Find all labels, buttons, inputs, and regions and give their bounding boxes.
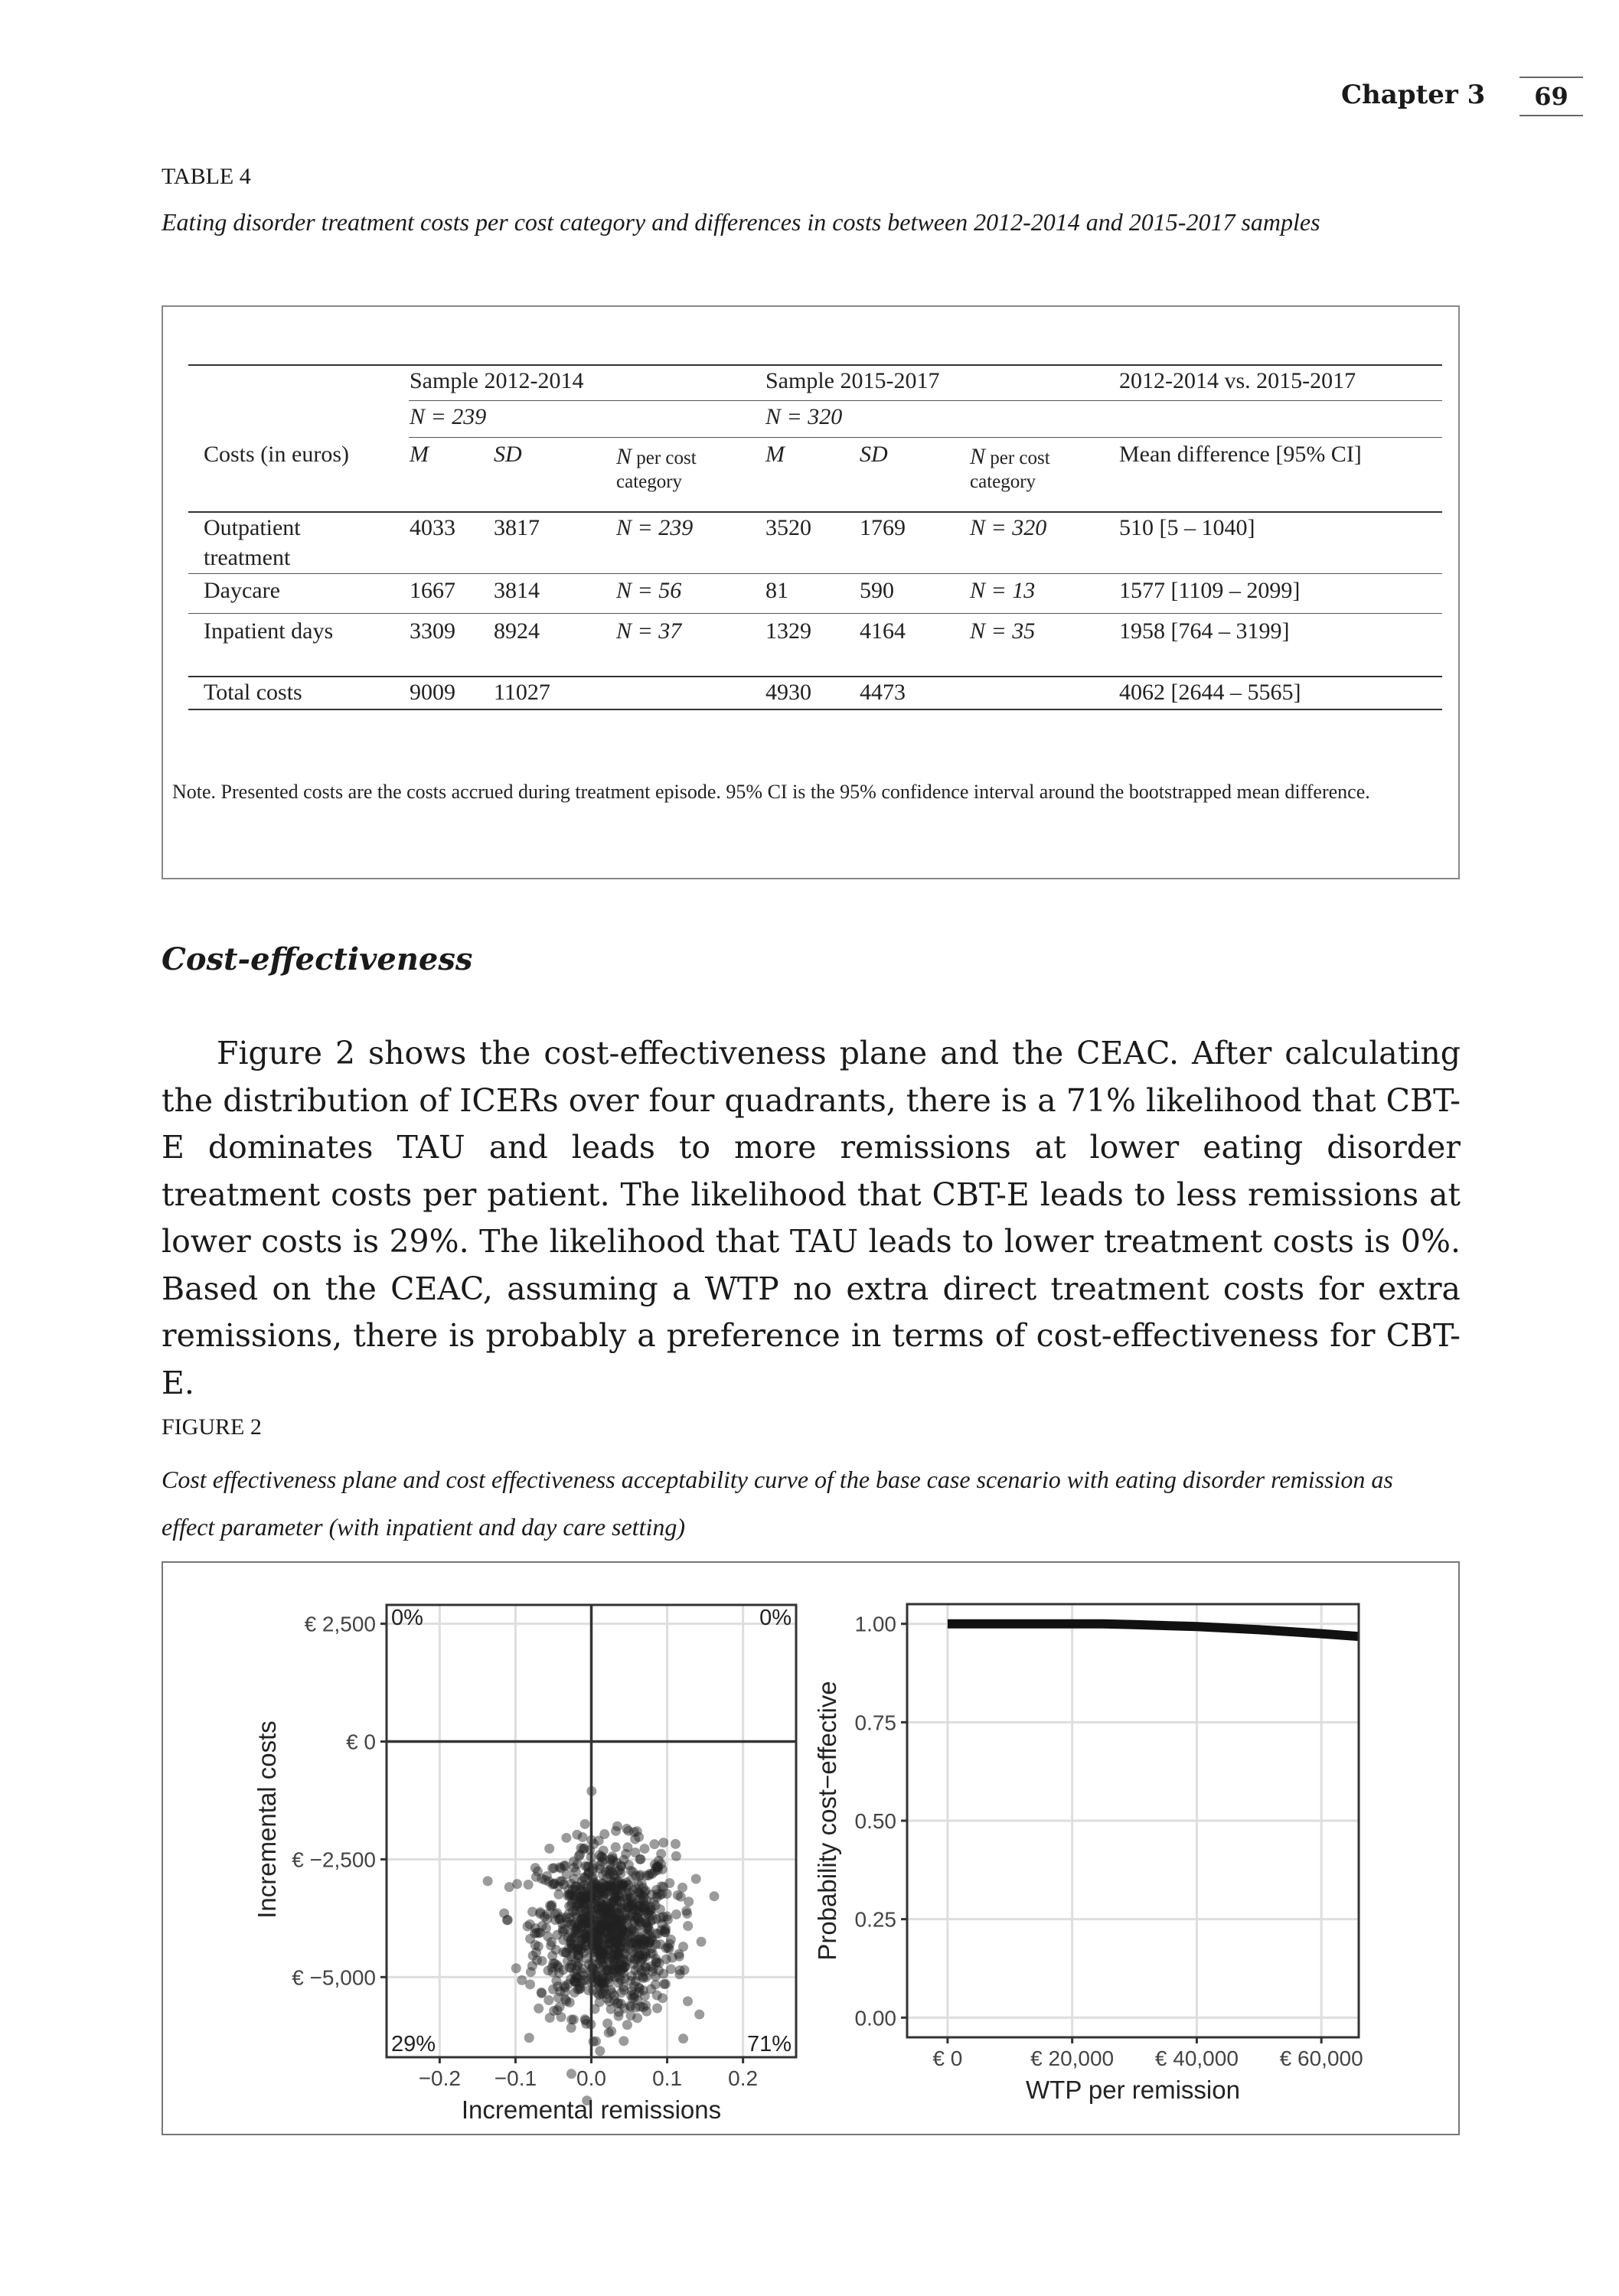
table-label: TABLE 4 [162, 164, 251, 189]
scatter-point [683, 1921, 693, 1931]
y-tick-label: 0.50 [854, 1809, 896, 1833]
cell-m1: 3309 [410, 618, 455, 644]
scatter-point [622, 1883, 632, 1893]
scatter-point [619, 2036, 628, 2046]
scatter-point [530, 1863, 540, 1873]
scatter-point [609, 1893, 619, 1903]
row-category: Inpatient days [204, 618, 334, 644]
scatter-point [580, 1906, 590, 1916]
scatter-point [671, 1839, 681, 1849]
x-tick-label: € 60,000 [1279, 2047, 1363, 2070]
scatter-point [678, 2033, 688, 2043]
scatter-point [638, 1971, 648, 1981]
y-axis-label: Probability cost−effective [813, 1681, 841, 1961]
scatter-point [535, 1907, 545, 1917]
scatter-point [608, 1923, 618, 1932]
quadrant-label-top-right: 0% [759, 1606, 792, 1630]
scatter-point [664, 1878, 674, 1888]
col-header-sd1: SD [494, 442, 522, 467]
scatter-point [609, 1959, 619, 1969]
scatter-point [621, 1849, 631, 1859]
y-tick-label: € −2,500 [292, 1848, 376, 1872]
scatter-point [656, 1913, 666, 1923]
y-tick-label: € 2,500 [304, 1612, 376, 1636]
scatter-point [606, 2004, 616, 2014]
cell-diff: 1958 [764 – 3199] [1119, 618, 1290, 644]
scatter-point [682, 1909, 692, 1919]
scatter-point [668, 1953, 677, 1963]
group-n-2015: N = 320 [765, 404, 843, 429]
scatter-point [659, 1979, 669, 1989]
body-paragraph: Figure 2 shows the cost-effectiveness plane and the CEAC. After calculating the distribution of ICERs over four quadrants, there is a 71% likelihood that CBT-E dominates TAU and leads to more remissions at lower eating disorder treatment costs per patient. The likelihood that CBT-E leads to less remissions at lower costs is 29%. The likelihood that TAU leads to lower treatment costs is 0%. Based on the CEAC, assuming a WTP no extra direct treatment costs for extra remissions, there is probably a preference in terms of cost-effectiveness for CBT-E. [162, 1035, 1461, 1401]
scatter-point [614, 2011, 624, 2021]
scatter-point [630, 1835, 640, 1844]
scatter-point [610, 1936, 620, 1945]
scatter-point [645, 1916, 655, 1926]
scatter-point [569, 2014, 579, 2024]
scatter-point [666, 1964, 676, 1974]
scatter-point [580, 2014, 590, 2024]
cell-m2: 1329 [765, 618, 811, 644]
scatter-point [573, 1859, 583, 1869]
scatter-point [595, 1850, 605, 1860]
scatter-point [691, 1874, 701, 1884]
scatter-point [615, 1865, 625, 1875]
y-tick-label: 1.00 [854, 1612, 896, 1636]
scatter-point [648, 1963, 658, 1973]
cell-sd2: 1769 [860, 515, 906, 540]
scatter-point [629, 1926, 639, 1936]
scatter-point [677, 1883, 687, 1893]
page-number: 69 [1519, 77, 1583, 116]
cell-m1: 9009 [410, 680, 455, 705]
col-header-m2: M [765, 442, 785, 467]
quadrant-label-bottom-left: 29% [391, 2032, 436, 2056]
y-tick-label: € 0 [346, 1730, 376, 1754]
scatter-point [525, 1919, 535, 1929]
scatter-point [598, 1883, 608, 1893]
scatter-point [566, 1935, 576, 1945]
scatter-point [632, 2013, 642, 2023]
scatter-point [526, 1967, 536, 1977]
scatter-point [547, 1937, 557, 1947]
scatter-point [697, 1937, 707, 1947]
ceac-line [948, 1624, 1359, 1637]
scatter-point [578, 1832, 588, 1842]
group-header-comparison: 2012-2014 vs. 2015-2017 [1119, 368, 1356, 393]
scatter-point [671, 1910, 681, 1919]
scatter-point [605, 1861, 615, 1870]
scatter-point [674, 1969, 684, 1979]
cell-diff: 1577 [1109 – 2099] [1119, 578, 1301, 603]
ceac-chart [813, 1604, 1363, 2104]
scatter-point [543, 1995, 553, 2005]
scatter-point [633, 1887, 643, 1897]
quadrant-label-bottom-right: 71% [746, 2032, 792, 2056]
scatter-point [558, 1926, 568, 1936]
scatter-point [524, 1880, 534, 1890]
scatter-point [483, 1876, 493, 1886]
figure-label: FIGURE 2 [162, 1414, 262, 1440]
scatter-point [653, 1929, 663, 1939]
ce-plane-chart [253, 1605, 796, 2124]
col-header-sd2: SD [860, 442, 888, 467]
cell-sd2: 590 [860, 578, 894, 603]
x-tick-label: −0.1 [494, 2066, 537, 2090]
scatter-point [640, 1900, 650, 1910]
group-n-2012: N = 239 [410, 404, 487, 429]
scatter-point [647, 1943, 657, 1953]
scatter-point [589, 1920, 599, 1930]
scatter-point [651, 1954, 661, 1964]
scatter-point [576, 1945, 586, 1955]
x-tick-label: 0.0 [576, 2066, 606, 2090]
scatter-point [559, 1861, 569, 1870]
scatter-point [589, 2037, 599, 2047]
row-category: Outpatient [204, 515, 301, 540]
scatter-point [626, 2002, 636, 2012]
x-tick-label: −0.2 [418, 2066, 461, 2090]
cell-m1: 4033 [410, 515, 455, 540]
scatter-point [671, 1851, 681, 1861]
cell-n2: N = 320 [970, 515, 1047, 540]
scatter-point [617, 1903, 627, 1913]
scatter-point [547, 1864, 557, 1874]
cell-n2: N = 13 [970, 578, 1036, 603]
scatter-point [649, 1839, 659, 1849]
scatter-point [547, 1951, 557, 1961]
scatter-point [524, 2033, 534, 2043]
scatter-point [648, 1897, 658, 1907]
scatter-point [599, 1979, 609, 1989]
col-header-nper1: N per cost [616, 444, 697, 469]
scatter-point [678, 1942, 688, 1952]
scatter-point [561, 1833, 571, 1843]
scatter-point [626, 1866, 636, 1876]
scatter-point [611, 1842, 621, 1852]
scatter-point [638, 2002, 648, 2012]
scatter-point [612, 1821, 622, 1831]
scatter-point [664, 1944, 674, 1954]
y-tick-label: 0.75 [854, 1711, 896, 1735]
y-tick-label: 0.00 [854, 2006, 896, 2030]
scatter-point [595, 2046, 605, 2056]
x-axis-label: Incremental remissions [461, 2095, 722, 2124]
scatter-point [544, 1844, 554, 1854]
scatter-point [549, 2006, 559, 2016]
section-heading: Cost-effectiveness [162, 941, 473, 977]
scatter-point [512, 1879, 522, 1889]
cell-sd1: 8924 [494, 618, 540, 644]
cell-diff: 4062 [2644 – 5565] [1119, 680, 1301, 705]
scatter-point [654, 1856, 664, 1866]
scatter-point [530, 1940, 540, 1950]
scatter-point [579, 1932, 589, 1942]
scatter-point [609, 1968, 619, 1978]
scatter-point [566, 1974, 576, 1984]
col-header-mean-diff: Mean difference [95% CI] [1119, 442, 1362, 467]
scatter-point [559, 1880, 569, 1890]
scatter-point [633, 1962, 643, 1972]
group-header-2015: Sample 2015-2017 [765, 368, 940, 393]
cell-sd2: 4473 [860, 680, 906, 705]
x-tick-label: € 20,000 [1030, 2047, 1115, 2070]
scatter-point [710, 1891, 720, 1901]
scatter-point [594, 1990, 604, 2000]
cell-m2: 3520 [765, 515, 811, 540]
scatter-point [511, 1963, 521, 1973]
x-tick-label: 0.1 [652, 2066, 683, 2090]
chapter-label: Chapter 3 [1341, 80, 1486, 110]
y-tick-label: € −5,000 [292, 1965, 376, 1990]
scatter-point [622, 2020, 632, 2030]
scatter-point [683, 1996, 693, 2006]
scatter-point [617, 1927, 627, 1937]
scatter-point [635, 1854, 645, 1864]
scatter-point [575, 1981, 585, 1991]
scatter-point [537, 1956, 547, 1966]
scatter-point [628, 1993, 638, 2003]
y-axis-label: Incremental costs [253, 1720, 281, 1919]
scatter-point [639, 1844, 649, 1854]
cell-n2: N = 35 [970, 618, 1036, 644]
scatter-point [605, 1869, 615, 1879]
y-tick-label: 0.25 [854, 1907, 896, 1932]
cell-m2: 81 [765, 578, 788, 603]
scatter-point [566, 2069, 576, 2079]
cell-n1: N = 56 [616, 578, 682, 603]
cell-m1: 1667 [410, 578, 455, 603]
scatter-point [534, 2004, 543, 2014]
col-header-m1: M [410, 442, 429, 467]
cell-sd1: 11027 [494, 680, 550, 705]
scatter-point [676, 1892, 686, 1902]
table-note: Note. Presented costs are the costs accrued during treatment episode. 95% CI is the 95% confidence interval around the bootstrapped mean difference. [172, 781, 1370, 803]
scatter-point [555, 1987, 565, 1997]
row-category: Total costs [204, 680, 302, 705]
cell-n1: N = 37 [616, 618, 682, 644]
scatter-point [564, 1909, 574, 1919]
x-axis-label: WTP per remission [1026, 2076, 1240, 2104]
row-category-cont: treatment [204, 545, 291, 570]
cell-sd2: 4164 [860, 618, 906, 644]
scatter-point [612, 1947, 622, 1957]
x-tick-label: € 0 [932, 2047, 963, 2070]
scatter-point [646, 1984, 656, 1994]
col-header-nper2-l2: category [970, 471, 1036, 492]
group-header-2012: Sample 2012-2014 [410, 368, 584, 393]
scatter-point [645, 1869, 655, 1879]
x-tick-label: € 40,000 [1154, 2047, 1239, 2070]
scatter-point [635, 1934, 645, 1944]
scatter-point [537, 1874, 547, 1883]
scatter-point [694, 2010, 704, 2020]
scatter-point [547, 1962, 557, 1972]
cell-sd1: 3817 [494, 515, 540, 540]
table-title: Eating disorder treatment costs per cost category and differences in costs between 2012-2014 and 2015-2017 samples [162, 208, 1320, 236]
scatter-point [566, 1889, 576, 1899]
cell-sd1: 3814 [494, 578, 540, 603]
scatter-point [561, 1948, 571, 1958]
col-header-nper2: N per cost [970, 444, 1050, 469]
scatter-point [499, 1908, 509, 1918]
scatter-point [573, 1961, 583, 1971]
scatter-point [623, 1826, 633, 1836]
scatter-point [579, 1844, 589, 1854]
scatter-point [595, 1945, 605, 1955]
scatter-point [580, 1819, 590, 1829]
scatter-point [541, 1923, 551, 1933]
x-tick-label: 0.2 [728, 2066, 759, 2090]
cell-diff: 510 [5 – 1040] [1119, 515, 1255, 540]
scatter-point [606, 2027, 616, 2037]
scatter-point [552, 1908, 562, 1918]
scatter-point [652, 2003, 662, 2013]
cell-m2: 4930 [765, 680, 811, 705]
row-category: Daycare [204, 578, 280, 603]
scatter-point [658, 1838, 668, 1848]
col-header-category: Costs (in euros) [204, 442, 349, 467]
scatter-point [528, 1951, 538, 1961]
scatter-point [537, 1988, 547, 1998]
quadrant-label-top-left: 0% [391, 1606, 423, 1630]
col-header-nper1-l2: category [616, 471, 683, 492]
scatter-point [633, 1913, 643, 1923]
scatter-point [525, 1979, 535, 1989]
cell-n1: N = 239 [616, 515, 694, 540]
figure-title: Cost effectiveness plane and cost effectiveness acceptability curve of the base case scenario with eating disorder remission as effect parameter (with inpatient and day care setting) [162, 1466, 1393, 1541]
